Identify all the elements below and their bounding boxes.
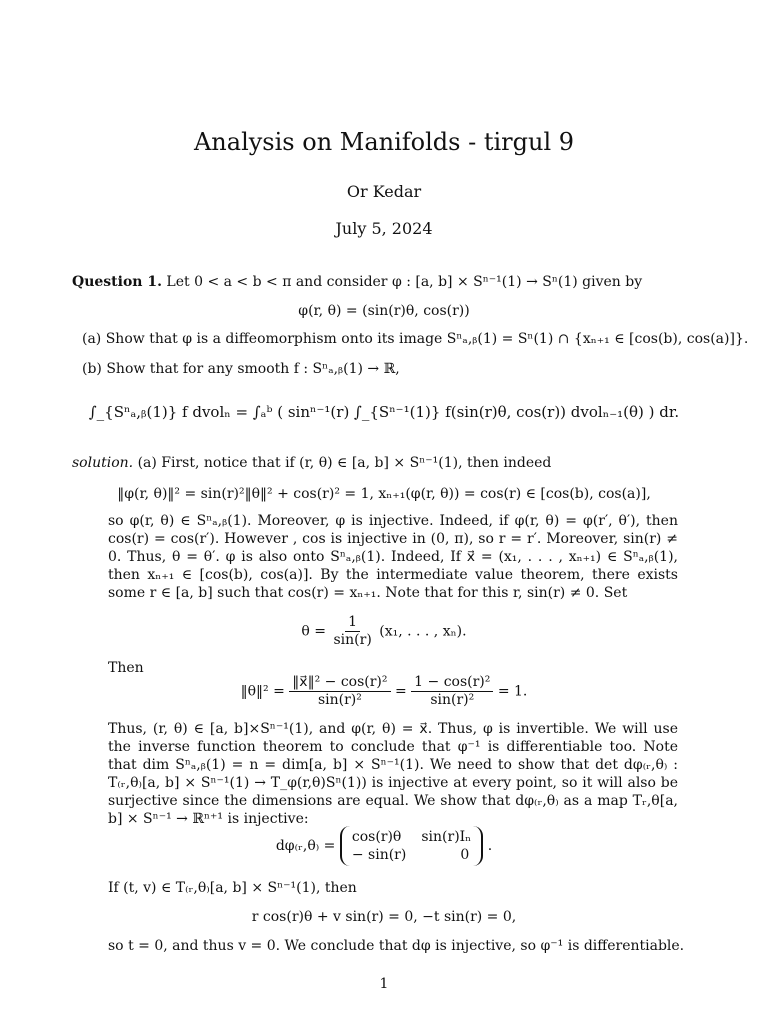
fraction-numerator: 1 — [345, 614, 360, 632]
author-name: Or Kedar — [346, 182, 422, 201]
fraction-norm-2 — [411, 674, 493, 709]
equation-dphi-lhs: dφ₍ᵣ,θ₎ = — [275, 838, 336, 854]
matrix-cell: 0 — [460, 847, 470, 863]
question-intro-line — [72, 273, 642, 291]
equation-norm: ‖φ(r, θ)‖² = sin(r)²‖θ‖² + cos(r)² = 1, xₙ₊₁(φ(r, θ)) = cos(r) ∈ [cos(b), cos(a)], — [117, 486, 651, 502]
matrix-cell: sin(r)Iₙ — [421, 829, 472, 845]
page-title: Analysis on Manifolds - tirgul 9 — [193, 128, 575, 156]
matrix-row-2 — [352, 846, 471, 864]
solution-label: solution. — [72, 455, 134, 471]
date: July 5, 2024 — [335, 219, 433, 238]
fraction-numerator: 1 − cos(r)² — [411, 674, 493, 692]
equation-dphi-end: . — [487, 838, 493, 854]
equation-theta-norm-lhs: ‖θ‖² = — [240, 683, 285, 700]
equation-integral: ∫_{Sⁿₐ,ᵦ(1)} f dvolₙ = ∫ₐᵇ ( sinⁿ⁻¹(r) ∫_{Sⁿ⁻¹(1)} f(sin(r)θ, cos(r)) dvolₙ₋₁(θ) ) dr. — [88, 403, 680, 421]
question-intro: Let 0 < a < b < π and consider φ : [a, b] × Sⁿ⁻¹(1) → Sⁿ(1) given by — [166, 274, 643, 290]
equation-theta-norm-rhs: = 1. — [497, 683, 528, 700]
matrix-row-1 — [352, 828, 471, 846]
fraction-denominator: sin(r) — [333, 632, 372, 648]
jacobian-matrix — [340, 826, 483, 866]
question-part-b: (b) Show that for any smooth f : Sⁿₐ,ᵦ(1) → ℝ, — [82, 361, 400, 377]
page-number: 1 — [379, 976, 389, 992]
fraction-denominator: sin(r)² — [317, 692, 362, 708]
matrix-cell: cos(r)θ — [351, 829, 402, 845]
equation-phi: φ(r, θ) = (sin(r)θ, cos(r)) — [298, 303, 470, 319]
fraction-one-over-sin — [330, 614, 374, 649]
solution-last-line: so t = 0, and thus v = 0. We conclude that dφ is injective, so φ⁻¹ is differentiable. — [108, 938, 685, 954]
matrix-cell: − sin(r) — [351, 847, 407, 863]
equation-tv: r cos(r)θ + v sin(r) = 0, −t sin(r) = 0, — [251, 909, 517, 925]
solution-if-line: If (t, v) ∈ T₍ᵣ,θ₎[a, b] × Sⁿ⁻¹(1), then — [108, 880, 357, 896]
fraction-norm-1 — [289, 674, 390, 709]
equation-theta-norm — [0, 674, 768, 709]
question-part-a: (a) Show that φ is a diffeomorphism onto its image Sⁿₐ,ᵦ(1) = Sⁿ(1) ∩ {xₙ₊₁ ∈ [cos(b), cos(a)]}. — [82, 331, 749, 347]
equation-dphi — [0, 826, 768, 866]
fraction-numerator: ‖x⃗‖² − cos(r)² — [289, 674, 390, 692]
equation-theta — [0, 614, 768, 649]
fraction-denominator: sin(r)² — [430, 692, 475, 708]
solution-paragraph-2: Thus, (r, θ) ∈ [a, b]×Sⁿ⁻¹(1), and φ(r, θ) = x⃗. Thus, φ is invertible. We will use the inverse function theorem to conclude that φ⁻¹ is differentiable too. Note that dim Sⁿₐ,ᵦ(1) = n = dim[a, b] × Sⁿ⁻¹(1). We need to show that det dφ₍ᵣ,θ₎ : T₍ᵣ,θ₎[a, b] × Sⁿ⁻¹(1) → T_φ(r,θ)Sⁿ(1)) is injective at every point, so it will also be surjective since the dimensions are equal. We show that dφ₍ᵣ,θ₎ as a map Tᵣ,θ[a, b] × Sⁿ⁻¹ → ℝⁿ⁺¹ is injective: — [108, 721, 678, 827]
equals-sign: = — [394, 683, 407, 700]
equation-theta-lhs: θ = — [301, 623, 327, 640]
solution-paragraph-1: so φ(r, θ) ∈ Sⁿₐ,ᵦ(1). Moreover, φ is injective. Indeed, if φ(r, θ) = φ(r′, θ′), then cos(r) = cos(r′). However , cos is injective in (0, π), so r = r′. Moreover, sin(r) ≠ 0. Thus, θ = θ′. φ is also onto Sⁿₐ,ᵦ(1). Indeed, If x⃗ = (x₁, . . . , xₙ₊₁) ∈ Sⁿₐ,ᵦ(1), then xₙ₊₁ ∈ [cos(b), cos(a)]. By the intermediate value theorem, there exists some r ∈ [a, b] such that cos(r) = xₙ₊₁. Note that for this r, sin(r) ≠ 0. Set — [108, 513, 678, 601]
solution-line-1: (a) First, notice that if (r, θ) ∈ [a, b] × Sⁿ⁻¹(1), then indeed — [137, 455, 552, 471]
then-text: Then — [108, 660, 144, 676]
question-label: Question 1. — [72, 274, 162, 290]
equation-theta-rhs: (x₁, . . . , xₙ). — [379, 623, 467, 640]
solution-first-line — [72, 454, 551, 472]
